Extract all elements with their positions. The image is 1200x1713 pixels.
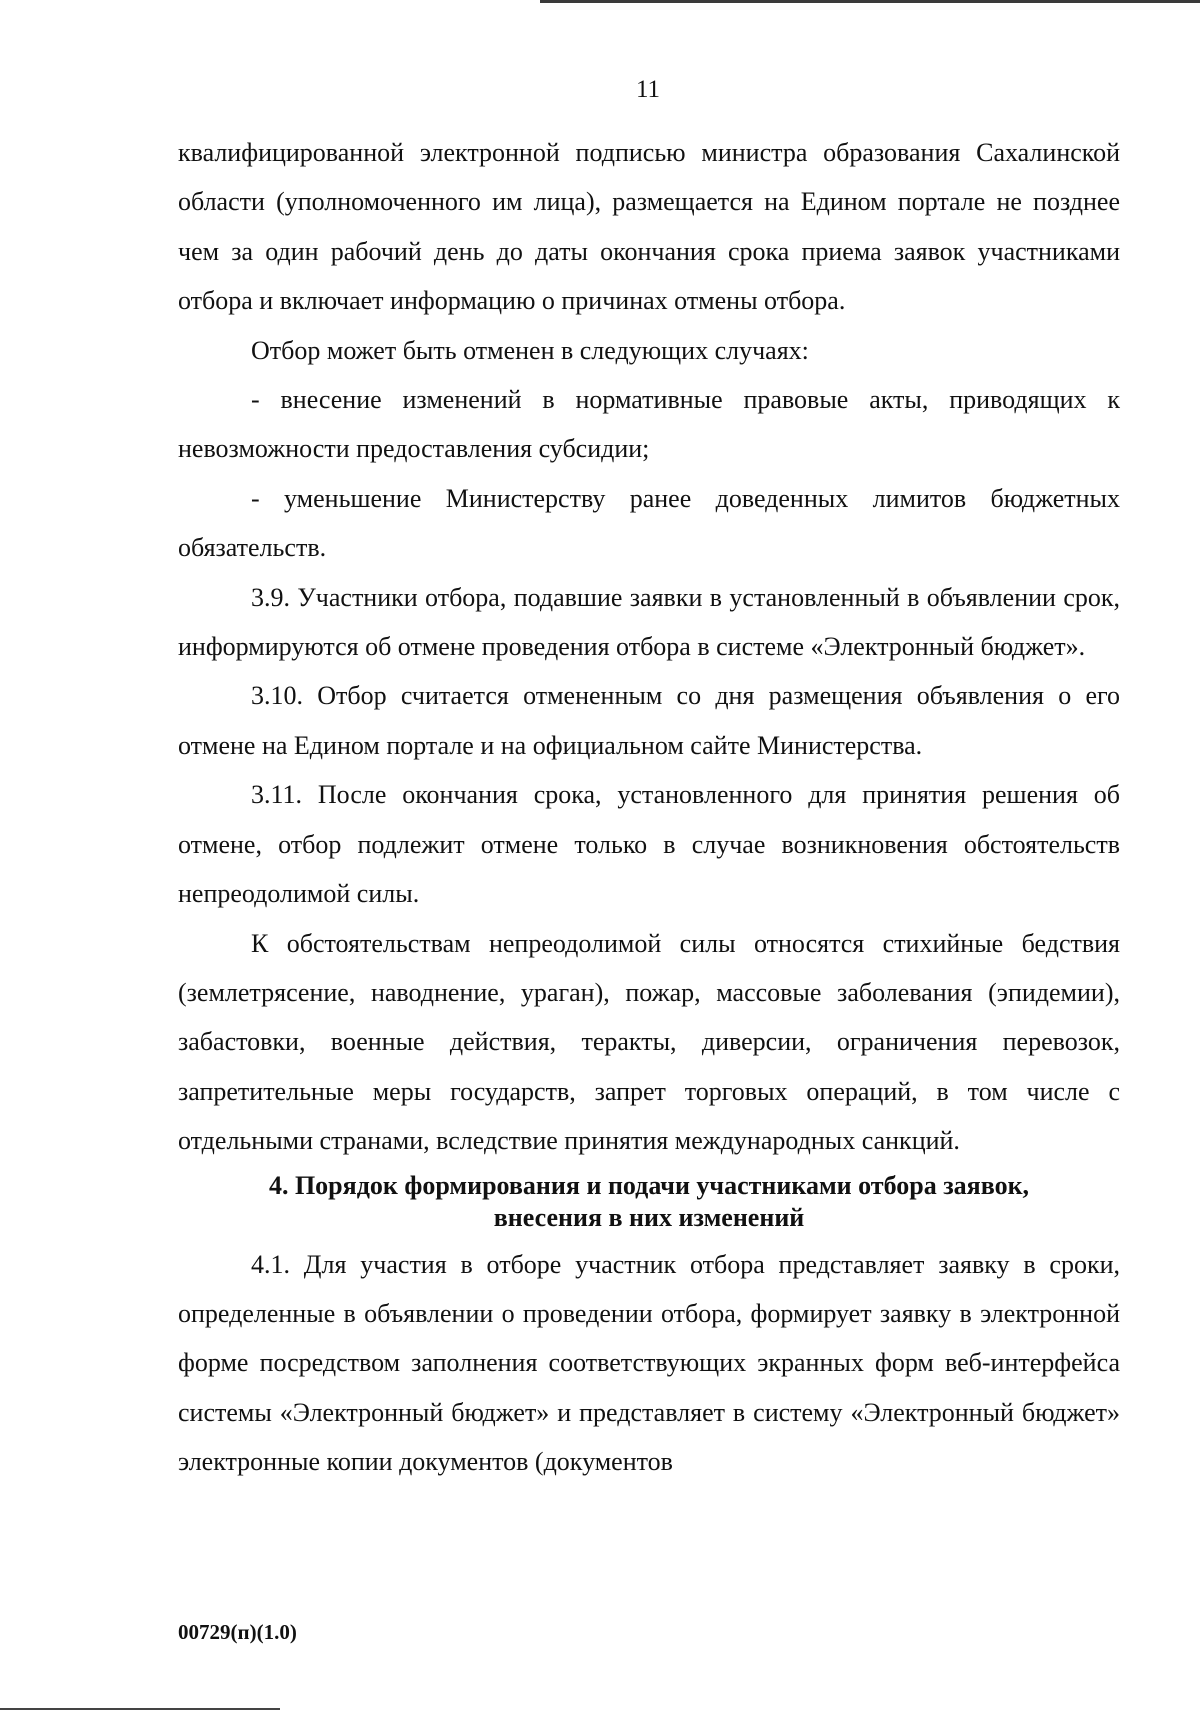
paragraph-force-majeure: К обстоятельствам непреодолимой силы относятся стихийные бедствия (землетрясение, наводнение, ураган), пожар, массовые заболевания (эпидемии), забастовки, военные действия, теракты, диверсии, ограничения перевозок, запретительные меры государств, запрет торговых операций, в том числе с отдельными странами, вследствие принятия международных санкций. [178,928,1120,1156]
paragraph-4-1: 4.1. Для участия в отборе участник отбора представляет заявку в сроки, определенные в объявлении о проведении отбора, формирует заявку в электронной форме посредством заполнения соответствующих экранных форм веб-интерфейса системы «Электронный бюджет» и представляет в систему «Электронный бюджет» электронные копии документов (документов [178,1249,1120,1477]
section-4-heading-line-2: внесения в них изменений [493,1202,805,1232]
paragraph-3-10: 3.10. Отбор считается отмененным со дня размещения объявления о его отмене на Едином портале и на официальном сайте Министерства. [178,681,1120,760]
paragraph-3-11: 3.11. После окончания срока, установленного для принятия решения об отмене, отбор подлежит отмене только в случае возникновения обстоятельств непреодолимой силы. [178,780,1120,909]
paragraph-continuation: квалифицированной электронной подписью министра образования Сахалинской области (уполномоченного им лица), размещается на Едином портале не позднее чем за один рабочий день до даты окончания срока приема заявок участниками отбора и включает информацию о причинах отмены отбора. [178,138,1120,316]
scan-edge-line-top [540,0,1200,3]
scan-edge-line-bottom [0,1708,280,1710]
paragraph-cancel-cases-intro: Отбор может быть отменен в следующих случаях: [251,335,809,365]
list-item-legal-acts: - внесение изменений в нормативные правовые акты, приводящих к невозможности предоставления субсидии; [178,385,1120,464]
section-4-heading [178,1170,1120,1234]
document-code: 00729(п)(1.0) [178,1620,297,1644]
paragraph-3-9: 3.9. Участники отбора, подавшие заявки в установленный в объявлении срок, информируются об отмене проведения отбора в системе «Электронный бюджет». [178,582,1120,662]
list-item-budget-limits: - уменьшение Министерству ранее доведенных лимитов бюджетных обязательств. [178,483,1120,563]
section-4-heading-line-1: 4. Порядок формирования и подачи участниками отбора заявок, [268,1170,1030,1200]
page-number: 11 [635,76,661,103]
document-body [178,128,1120,1487]
